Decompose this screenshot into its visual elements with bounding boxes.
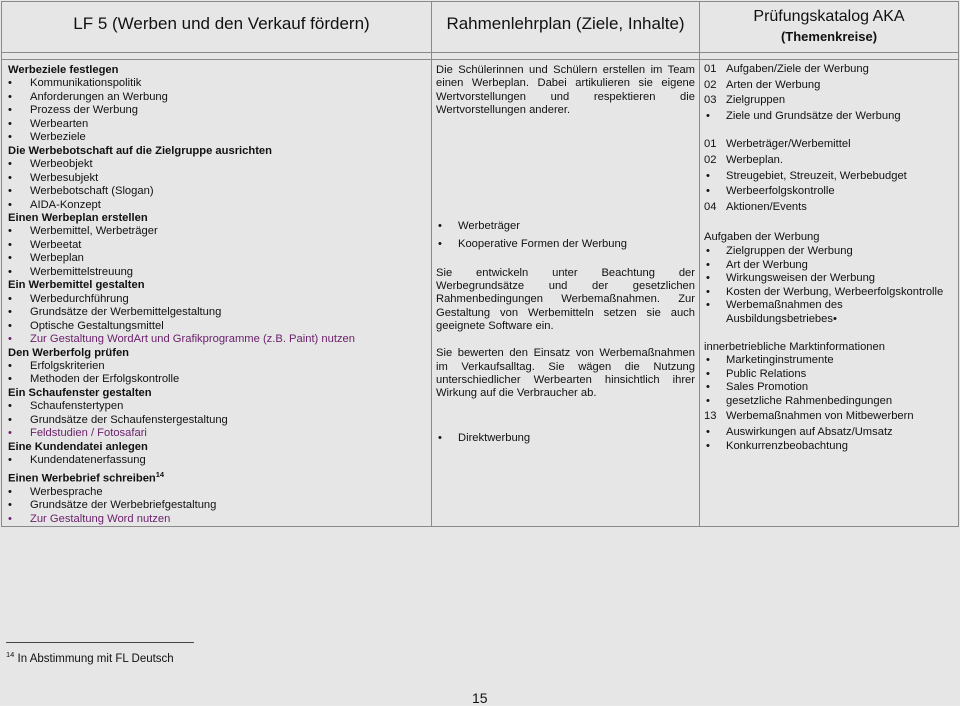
aka-bullet: • Kosten der Werbung, Werbeerfolgskontrolle bbox=[704, 286, 954, 300]
rlp-paragraph-bewerten: Sie bewerten den Einsatz von Werbemaßnahmen im Verkaufsalltag. Sie wägen die Nutzung unterschiedlicher Werbearten hinsichtlich ihrer Wirkung auf die Verbraucher ab. bbox=[436, 347, 695, 400]
topic-bullet: • Werbeobjekt bbox=[8, 158, 431, 171]
topic-bullet: • Werbesubjekt bbox=[8, 172, 431, 185]
aka-bullet: • Marketinginstrumente bbox=[704, 354, 954, 368]
footnote-rule bbox=[6, 642, 194, 643]
topic-bullet: • AIDA-Konzept bbox=[8, 199, 431, 212]
topic-heading bbox=[8, 347, 431, 360]
rlp-paragraph-werbemassnahmen: Sie entwickeln unter Beachtung der Werbegrundsätze und der gesetzlichen Rahmenbedingungen Werbemaßnahmen. Zur Gestaltung von Werbemitteln setzen sie auch geeignete Software ein. bbox=[436, 266, 695, 332]
footnote bbox=[6, 650, 174, 665]
rlp-bullet-direktwerbung: • Direktwerbung bbox=[436, 432, 695, 445]
aka-bullet: • Streugebiet, Streuzeit, Werbebudget bbox=[704, 170, 954, 184]
topic-heading bbox=[8, 145, 431, 158]
pruefungskatalog-column bbox=[700, 60, 959, 527]
topic-bullet: • Prozess der Werbung bbox=[8, 104, 431, 117]
topic-bullet: • Optische Gestaltungsmittel bbox=[8, 320, 431, 333]
aka-item: 02 Arten der Werbung bbox=[704, 78, 821, 91]
footnote-reference: 14 bbox=[155, 469, 165, 479]
header-pruefungskatalog-title: Prüfungskatalog AKA bbox=[753, 8, 905, 25]
aka-bullet: • Wirkungsweisen der Werbung bbox=[704, 272, 954, 286]
topic-bullet: • Werbeziele bbox=[8, 131, 431, 144]
aka-bullet: • Konkurrenzbeobachtung bbox=[704, 440, 954, 454]
topic-bullet: • Werbemittelstreuung bbox=[8, 266, 431, 279]
aka-bullet: • Werbeerfolgskontrolle bbox=[704, 185, 954, 199]
aka-bullet: • Werbemaßnahmen des Ausbildungsbetriebes• bbox=[704, 299, 954, 326]
topic-bullet: • Werbeplan bbox=[8, 252, 431, 265]
topic-bullet: • Feldstudien / Fotosafari bbox=[8, 427, 431, 440]
topic-bullet: • Grundsätze der Werbemittelgestaltung bbox=[8, 306, 431, 319]
topic-bullet: • Werbebotschaft (Slogan) bbox=[8, 185, 431, 198]
topic-heading bbox=[8, 64, 431, 77]
aka-bullet: • Public Relations bbox=[704, 368, 954, 382]
topic-bullet: • Werbesprache bbox=[8, 486, 431, 499]
topic-heading-text: Einen Werbebrief schreiben bbox=[8, 472, 156, 485]
topic-bullet: • Schaufenstertypen bbox=[8, 400, 431, 413]
aka-heading-aufgaben: Aufgaben der Werbung bbox=[704, 231, 820, 244]
aka-item: 01 Werbeträger/Werbemittel bbox=[704, 138, 851, 151]
rlp-bullet-werbetraeger: • Werbeträger bbox=[436, 220, 695, 233]
topic-heading-text: Ein Schaufenster gestalten bbox=[8, 386, 152, 399]
header-pruefungskatalog bbox=[700, 2, 959, 53]
aka-bullet: • Ziele und Grundsätze der Werbung bbox=[704, 110, 954, 124]
topic-heading bbox=[8, 441, 431, 454]
header-themenkreise: (Themenkreise) bbox=[780, 29, 878, 44]
topic-heading bbox=[8, 468, 431, 486]
aka-bullet: • gesetzliche Rahmenbedingungen bbox=[704, 395, 954, 409]
topic-heading-text: Die Werbebotschaft auf die Zielgruppe ausrichten bbox=[8, 144, 272, 157]
lf5-topics-list bbox=[8, 64, 431, 526]
topic-bullet: • Werbemittel, Werbeträger bbox=[8, 225, 431, 238]
topic-heading bbox=[8, 387, 431, 400]
topic-bullet: • Werbearten bbox=[8, 118, 431, 131]
aka-item: 03 Zielgruppen bbox=[704, 94, 786, 107]
topic-bullet: • Anforderungen an Werbung bbox=[8, 91, 431, 104]
topic-heading-text: Den Werberfolg prüfen bbox=[8, 346, 129, 359]
topic-bullet: • Zur Gestaltung WordArt und Grafikprogramme (z.B. Paint) nutzen bbox=[8, 333, 431, 346]
topic-heading-text: Werbeziele festlegen bbox=[8, 64, 119, 76]
aka-bullet: • Art der Werbung bbox=[704, 259, 954, 273]
topic-bullet: • Werbeetat bbox=[8, 239, 431, 252]
topic-bullet: • Kommunikationspolitik bbox=[8, 77, 431, 90]
aka-bullet: • Sales Promotion bbox=[704, 381, 954, 395]
footnote-text: In Abstimmung mit FL Deutsch bbox=[17, 652, 174, 665]
aka-bullet: • Auswirkungen auf Absatz/Umsatz bbox=[704, 426, 954, 440]
topic-bullet: • Grundsätze der Schaufenstergestaltung bbox=[8, 414, 431, 427]
footnote-marker: 14 bbox=[6, 650, 15, 659]
aka-item: 13 Werbemaßnahmen von Mitbewerbern bbox=[704, 410, 914, 423]
rlp-bullet-kooperative-werbung: • Kooperative Formen der Werbung bbox=[436, 238, 695, 251]
curriculum-table bbox=[1, 1, 959, 527]
aka-item: 01 Aufgaben/Ziele der Werbung bbox=[704, 63, 869, 75]
topic-bullet: • Zur Gestaltung Word nutzen bbox=[8, 513, 431, 526]
rlp-paragraph-team: Die Schülerinnen und Schülern erstellen im Team einen Werbeplan. Dabei artikulieren sie eigene Wertvorstellungen und respektieren die Wertvorstellungen anderer. bbox=[436, 64, 695, 116]
content-row bbox=[2, 60, 959, 527]
topic-heading-text: Ein Werbemittel gestalten bbox=[8, 279, 145, 292]
topic-bullet: • Werbedurchführung bbox=[8, 293, 431, 306]
lf5-topics-column bbox=[2, 60, 432, 527]
aka-item: 04 Aktionen/Events bbox=[704, 200, 807, 213]
header-rahmenlehrplan: Rahmenlehrplan (Ziele, Inhalte) bbox=[432, 2, 700, 53]
aka-heading-marktinformationen: innerbetriebliche Marktinformationen bbox=[704, 340, 885, 353]
topic-bullet: • Erfolgskriterien bbox=[8, 360, 431, 373]
header-row bbox=[2, 2, 959, 53]
topic-heading bbox=[8, 279, 431, 292]
topic-heading-text: Einen Werbeplan erstellen bbox=[8, 211, 148, 224]
topic-heading-text: Eine Kundendatei anlegen bbox=[8, 440, 148, 453]
topic-bullet: • Grundsätze der Werbebriefgestaltung bbox=[8, 499, 431, 512]
aka-bullet: • Zielgruppen der Werbung bbox=[704, 245, 954, 259]
aka-item: 02 Werbeplan. bbox=[704, 153, 784, 166]
topic-heading bbox=[8, 212, 431, 225]
rahmenlehrplan-column bbox=[432, 60, 700, 527]
topic-bullet: • Methoden der Erfolgskontrolle bbox=[8, 373, 431, 386]
header-lf5: LF 5 (Werben und den Verkauf fördern) bbox=[2, 2, 432, 53]
page-number: 15 bbox=[472, 690, 488, 706]
topic-bullet: • Kundendatenerfassung bbox=[8, 454, 431, 467]
